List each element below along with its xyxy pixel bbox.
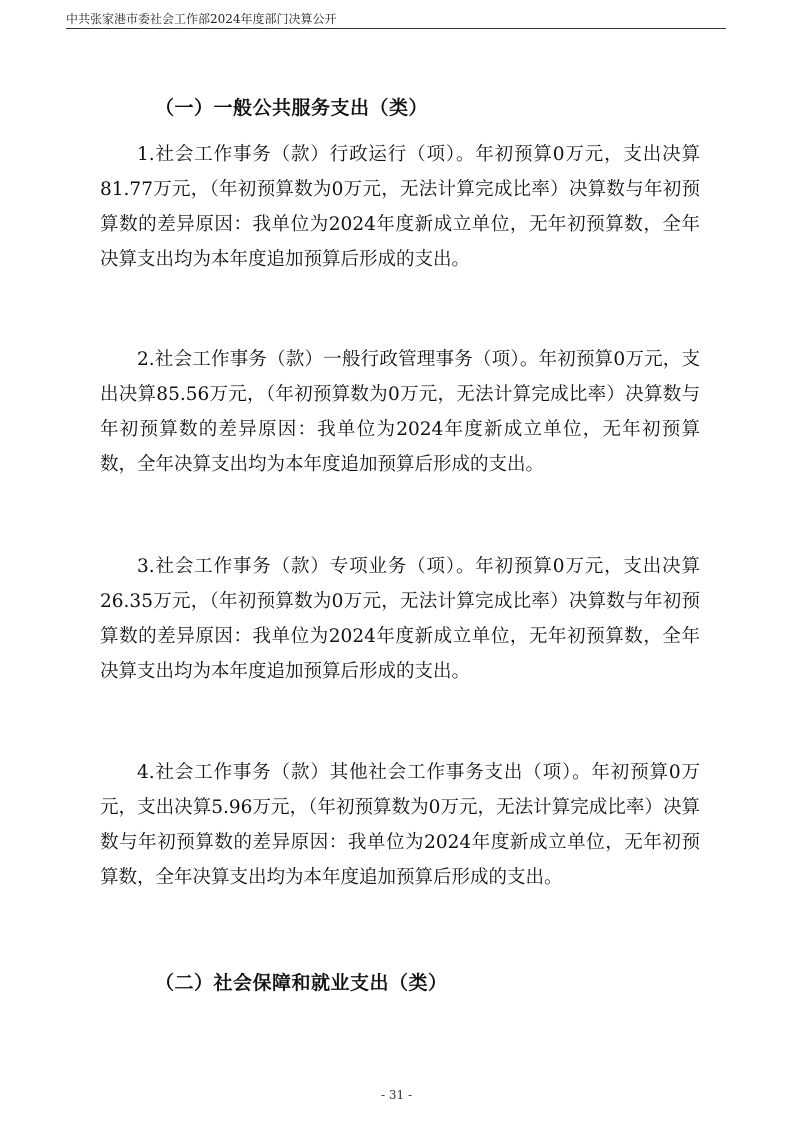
paragraph-item: 1.社会工作事务（款）行政运行（项）。年初预算0万元，支出决算81.77万元，（年初预算数为0万元，无法计算完成比率）决算数与年初预算数的差异原因：我单位为2024年度新成立单位，无年初预算数，全年决算支出均为本年度追加预算后形成的支出。 [100,144,700,270]
paragraph-item: 2.社会工作事务（款）一般行政管理事务（项）。年初预算0万元，支出决算85.56万元，（年初预算数为0万元，无法计算完成比率）决算数与年初预算数的差异原因：我单位为2024年度新成立单位，无年初预算数，全年决算支出均为本年度追加预算后形成的支出。 [100,349,700,475]
section-heading: （一）一般公共服务支出（类） [155,97,429,119]
paragraph-item: 4.社会工作事务（款）其他社会工作事务支出（项）。年初预算0万元，支出决算5.96万元，（年初预算数为0万元，无法计算完成比率）决算数与年初预算数的差异原因：我单位为2024年度新成立单位，无年初预算数，全年决算支出均为本年度追加预算后形成的支出。 [100,762,700,888]
header-divider [66,28,726,29]
section-heading: （二）社会保障和就业支出（类） [155,972,448,994]
header-title: 中共张家港市委社会工作部2024年度部门决算公开 [66,12,337,26]
page-number: - 31 - [380,1088,412,1102]
paragraph-item: 3.社会工作事务（款）专项业务（项）。年初预算0万元，支出决算26.35万元，（年初预算数为0万元，无法计算完成比率）决算数与年初预算数的差异原因：我单位为2024年度新成立单位，无年初预算数，全年决算支出均为本年度追加预算后形成的支出。 [100,556,700,682]
